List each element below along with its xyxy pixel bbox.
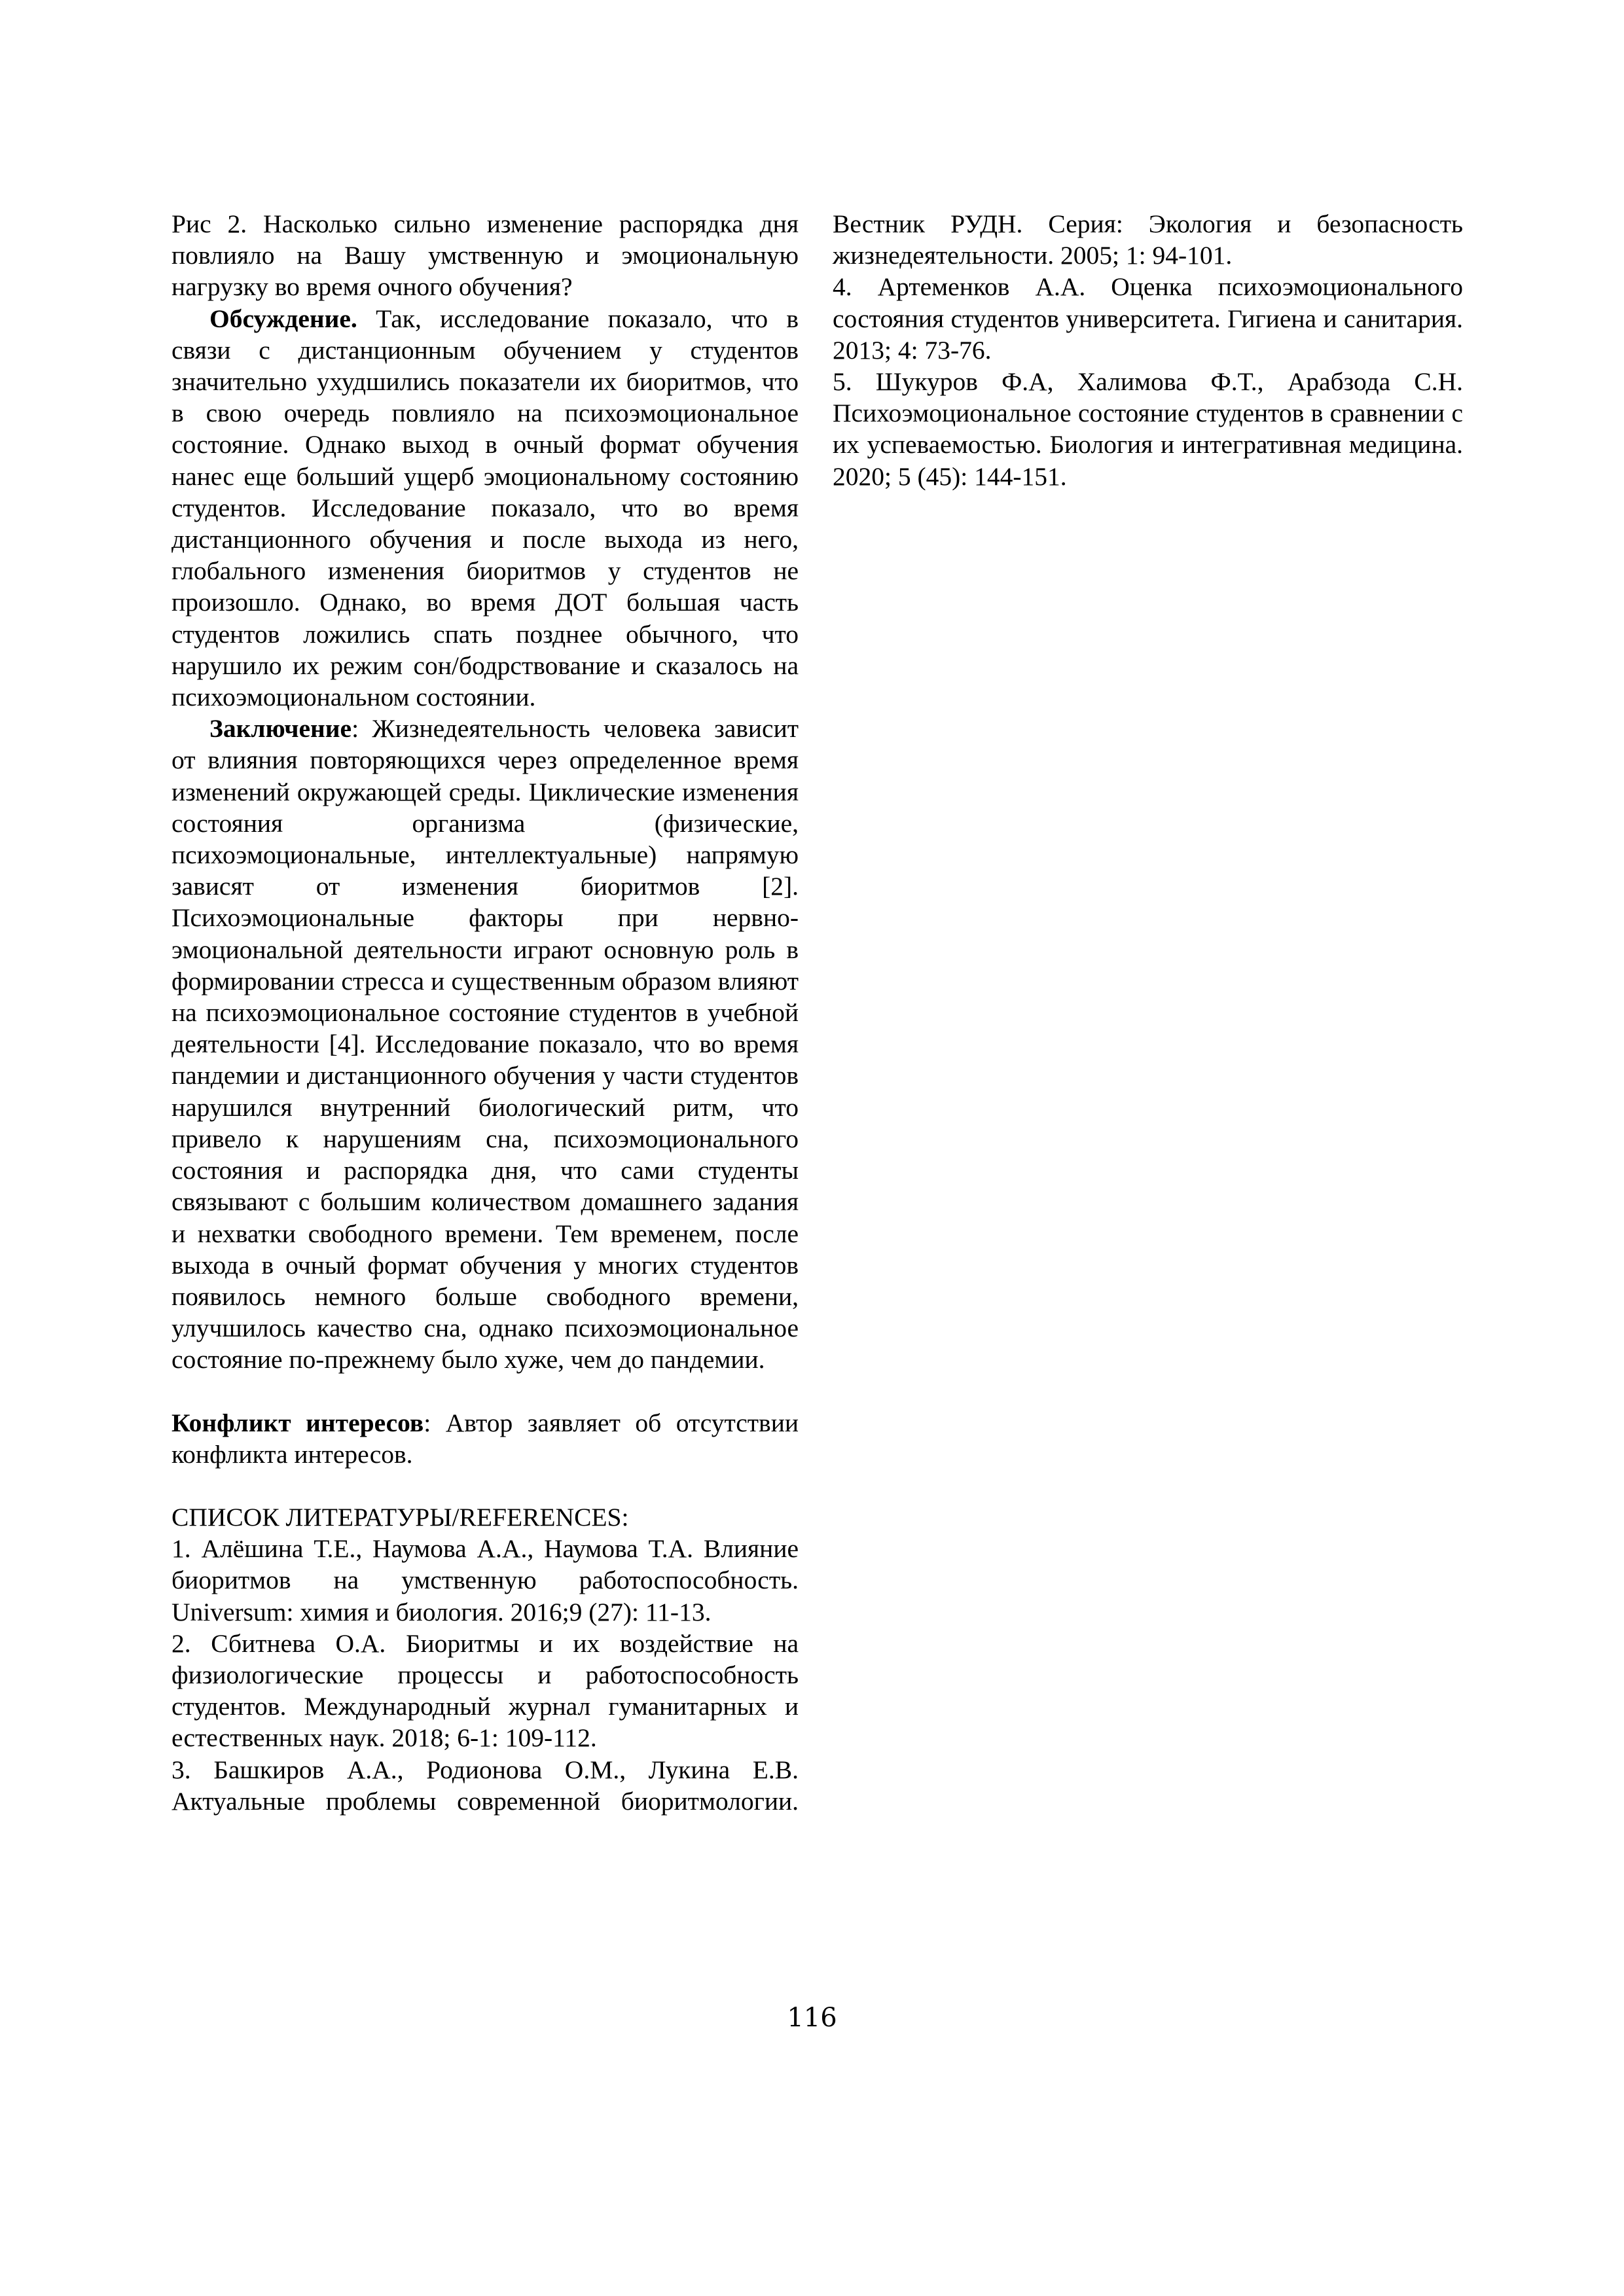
right-column <box>833 208 1463 492</box>
page-number: 116 <box>787 2003 837 2033</box>
reference-item: 3. Башкиров А.А., Родионова О.М., Лукина Е.В. Актуальные проблемы современной биоритмологии. <box>171 1755 799 1816</box>
discussion-paragraph <box>171 303 799 713</box>
discussion-heading: Обсуждение. <box>209 304 357 333</box>
conclusion-text: : Жизнедеятельность человека зависит от влияния повторяющихся через определенное время изменений окружающей среды. Циклические изменения состояния организма (физические, психоэмоциональные, интеллектуальные) напрямую зависят от изменения биоритмов [2]. Психоэмоциональные факторы при нервно-эмоциональной деятельности играют основную роль в формировании стресса и существенным образом влияют на психоэмоциональное состояние студентов в учебной деятельности [4]. Исследование показало, что во время пандемии и дистанционного обучения у части студентов нарушился внутренний биологический ритм, что привело к нарушениям сна, психоэмоционального состояния и распорядка дня, что сами студенты связывают с большим количеством домашнего задания и нехватки свободного времени. Тем временем, после выхода в очный формат обучения у многих студентов появилось немного больше свободного времени, улучшилось качество сна, однако психоэмоциональное состояние по-прежнему было хуже, чем до пандемии. <box>171 714 799 1374</box>
figure-caption: Рис 2. Насколько сильно изменение распорядка дня повлияло на Вашу умственную и эмоциональную нагрузку во время очного обучения? <box>171 209 799 302</box>
reference-item: 1. Алёшина Т.Е., Наумова А.А., Наумова Т.А. Влияние биоритмов на умственную работоспособность. Universum: химия и биология. 2016;9 (27): 11-13. <box>171 1534 799 1626</box>
reference-item: 2. Сбитнева О.А. Биоритмы и их воздействие на физиологические процессы и работоспособность студентов. Международный журнал гуманитарных и естественных наук. 2018; 6-1: 109-112. <box>171 1628 799 1753</box>
reference-item-continued: Вестник РУДН. Серия: Экология и безопасность жизнедеятельности. 2005; 1: 94-101. <box>833 209 1463 270</box>
references-heading: СПИСОК ЛИТЕРАТУРЫ/REFERENCES: <box>171 1502 629 1532</box>
spacer <box>171 1470 799 1501</box>
conclusion-paragraph <box>171 713 799 1375</box>
left-column <box>171 208 799 1817</box>
conflict-text: : Автор заявляет об отсутствии конфликта интересов. <box>171 1408 799 1469</box>
spacer <box>171 1376 799 1407</box>
discussion-text: Так, исследование показало, что в связи с дистанционным обучением у студентов значительно ухудшились показатели их биоритмов, что в свою очередь повлияло на психоэмоциональное состояние. Однако выход в очный формат обучения нанес еще больший ущерб эмоциональному состоянию студентов. Исследование показало, что во время дистанционного обучения и после выхода из него, глобального изменения биоритмов у студентов не произошло. Однако, во время ДОТ большая часть студентов ложились спать позднее обычного, что нарушило их режим сон/бодрствование и сказалось на психоэмоциональном состоянии. <box>171 304 799 712</box>
conclusion-heading: Заключение <box>209 714 352 744</box>
conflict-heading: Конфликт интересов <box>171 1408 424 1437</box>
reference-item: 5. Шукуров Ф.А, Халимова Ф.Т., Арабзода С.Н. Психоэмоциональное состояние студентов в сравнении с их успеваемостью. Биология и интегративная медицина. 2020; 5 (45): 144-151. <box>833 367 1463 491</box>
reference-item: 4. Артеменков А.А. Оценка психоэмоционального состояния студентов университета. Гигиена и санитария. 2013; 4: 73-76. <box>833 272 1463 365</box>
conflict-paragraph <box>171 1407 799 1470</box>
